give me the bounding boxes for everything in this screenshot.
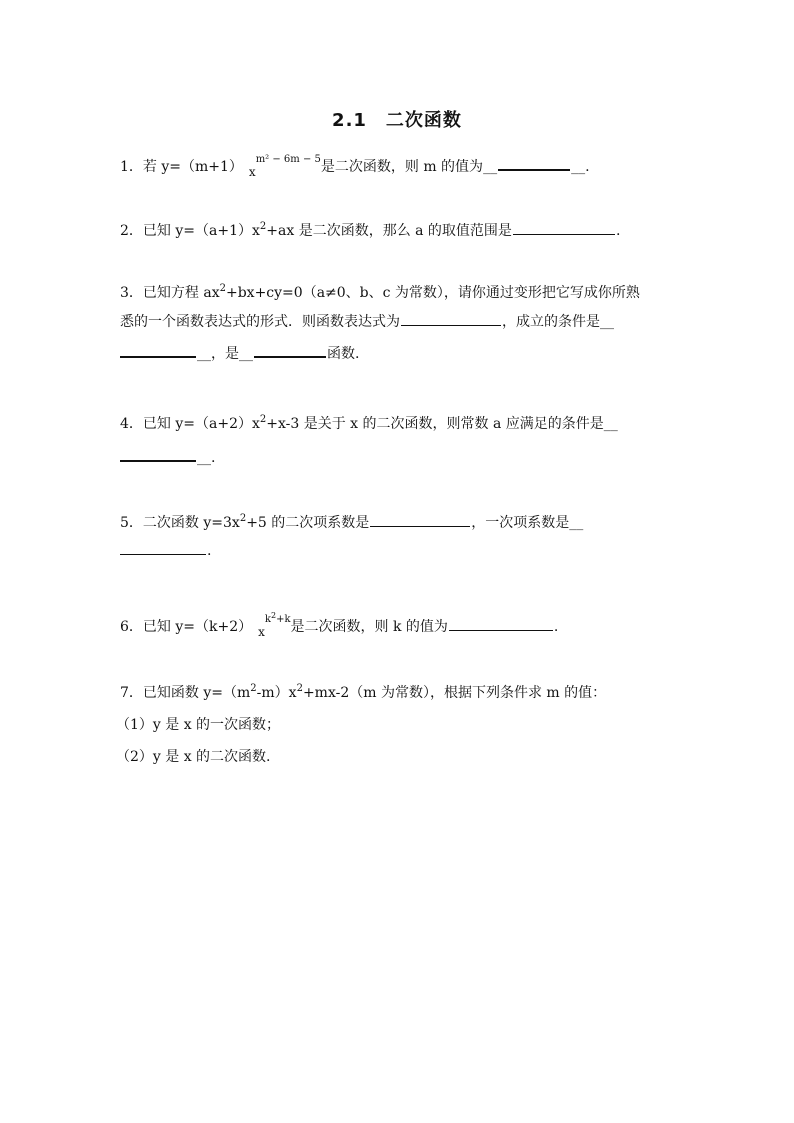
answer-blank[interactable] — [254, 342, 326, 358]
question-5-line-1: 5．二次函数 $y=3x^2+5$ 的二次项系数是 ，一次项系数是__ — [120, 513, 584, 531]
answer-blank[interactable] — [120, 446, 196, 462]
answer-blank[interactable] — [498, 155, 570, 171]
page-title: 2.1 二次函数 — [332, 110, 462, 131]
question-6: 6．已知 y=（k+2） $x^{k^2+k}$是二次函数，则 k 的值为 . — [120, 611, 559, 639]
answer-blank[interactable] — [401, 311, 501, 326]
power-exponent: k2+k — [264, 611, 291, 625]
question-7-line-1: 7．已知函数 $y=(m^2-m)x^2+mx-2(m$ 为常数），根据下列条件求 m 的值： — [120, 683, 607, 701]
power-exponent: m² − 6m − 5 — [255, 154, 321, 165]
question-7-sub-1: （1）y 是 x 的一次函数； — [116, 717, 281, 733]
question-4-line-1: 4．已知 $y=(a+2)x^2+x-3$ 是关于 x 的二次函数，则常数 a 应满足的条件是__ — [120, 414, 618, 432]
question-4-line-2: __. — [120, 446, 215, 468]
question-5-line-2: . — [120, 540, 211, 561]
question-2: 2．已知 $y=(a+1)x^2+ax$ 是二次函数，那么 a 的取值范围是 . — [120, 221, 621, 239]
power-base: x — [258, 625, 265, 639]
question-1: 1．若 y=（m+1） $x^{m^2 - 6m - 5}$是二次函数，则 m 的值为__ __. — [120, 154, 590, 179]
answer-blank[interactable] — [513, 220, 615, 235]
answer-blank[interactable] — [449, 616, 553, 631]
question-7-sub-2: （2）y 是 x 的二次函数. — [116, 749, 271, 765]
question-3-line-2: 悉的一个函数表达式的形式．则函数表达式为 ，成立的条件是__ — [120, 311, 614, 332]
power-base: x — [248, 165, 256, 179]
question-3-line-3: __，是__ 函数. — [120, 342, 359, 364]
question-3-line-1: 3．已知方程 $ax^2+bx+cy=0(a\ne 0$、b、c 为常数），请你通过变形把它写成你所熟 — [120, 283, 640, 301]
answer-blank[interactable] — [120, 342, 196, 358]
answer-blank[interactable] — [120, 540, 206, 555]
answer-blank[interactable] — [370, 512, 470, 527]
